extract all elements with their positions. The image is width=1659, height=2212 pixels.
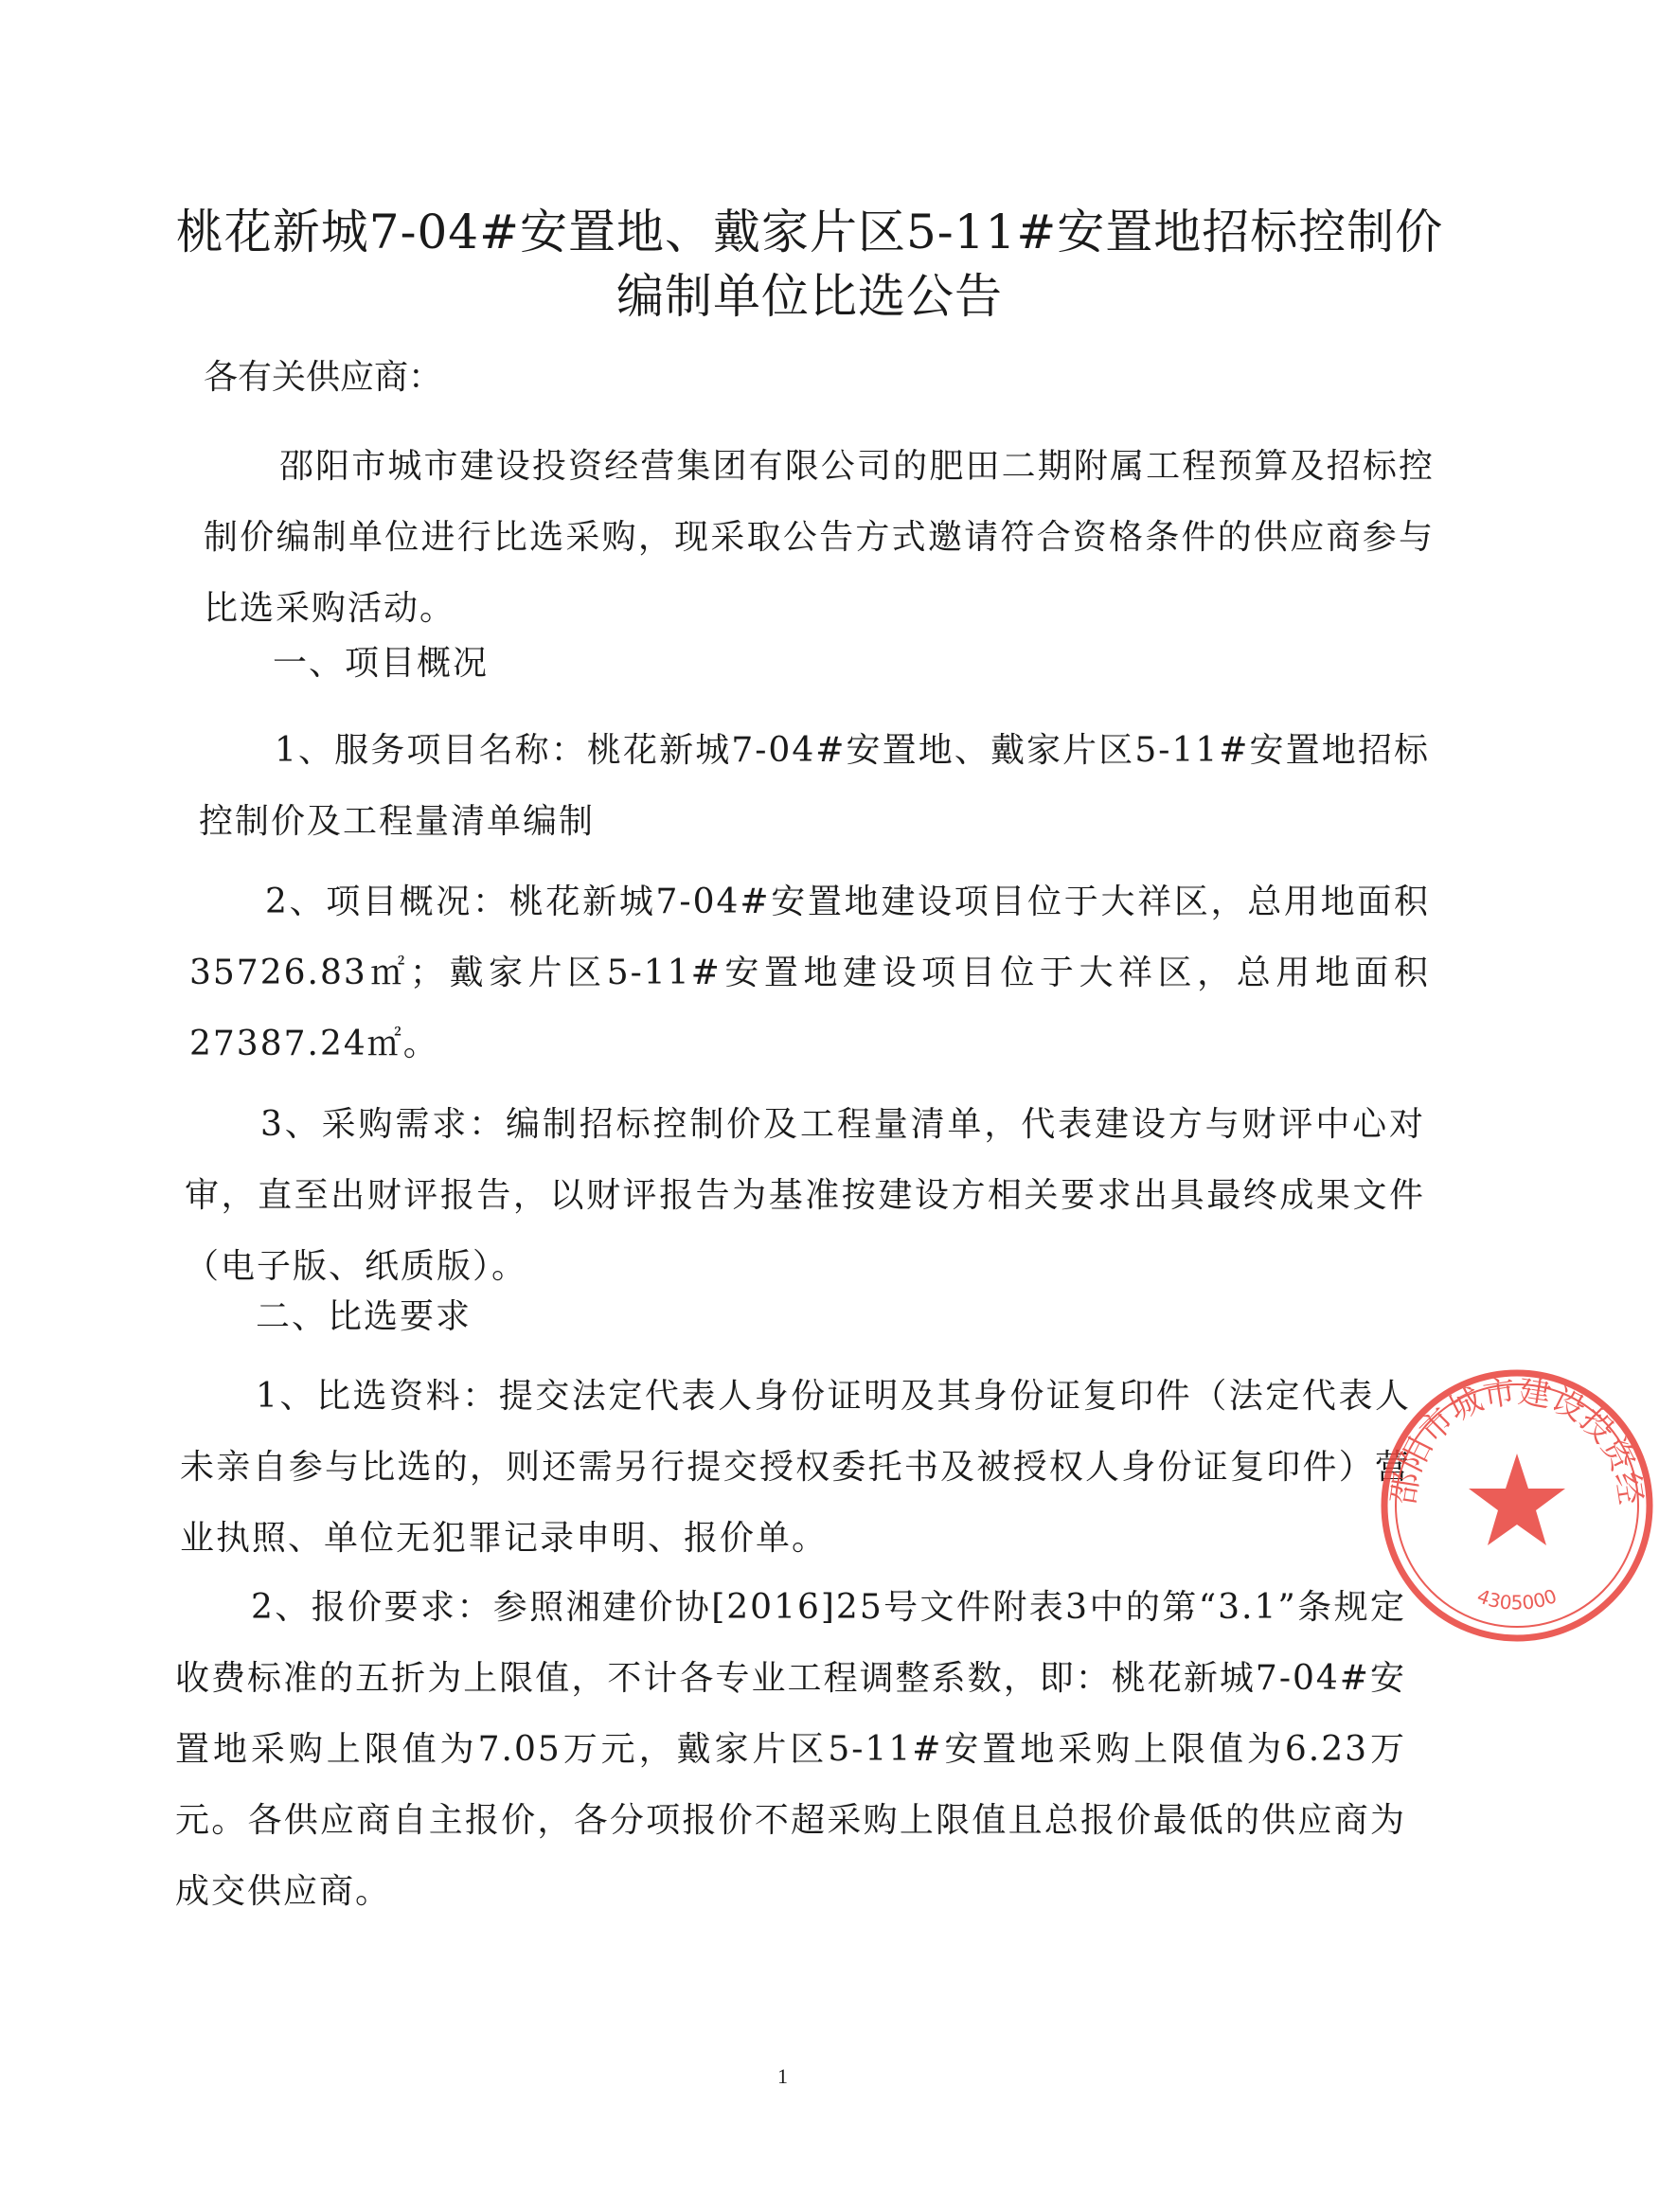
salutation: 各有关供应商： [204,358,443,397]
page-number: 1 [777,2064,788,2088]
section-1-item-3: 3、采购需求：编制招标控制价及工程量清单，代表建设方与财评中心对审，直至出财评报告，以财评报告为基准按建设方相关要求出具最终成果文件（电子版、纸质版）。 [185,1105,1425,1286]
section-1-heading: 一、项目概况 [273,644,490,683]
document-title-line-2: 编制单位比选公告 [616,269,1003,324]
company-seal [1375,1364,1650,1648]
document-title-line-1: 桃花新城7-04#安置地、戴家片区5-11#安置地招标控制价 [175,205,1444,259]
seal-code-text: 4305000 [1473,1584,1561,1614]
section-2-item-1: 1、比选资料：提交法定代表人身份证明及其身份证复印件（法定代表人未亲自参与比选的，则还需另行提交授权委托书及被授权人身份证复印件）营业执照、单位无犯罪记录申明、报价单。 [180,1377,1411,1558]
intro-paragraph: 邵阳市城市建设投资经营集团有限公司的肥田二期附属工程预算及招标控制价编制单位进行比选采购，现采取公告方式邀请符合资格条件的供应商参与比选采购活动。 [204,447,1435,628]
section-2-item-2: 2、报价要求：参照湘建价协[2016]25号文件附表3中的第“3.1”条规定收费标准的五折为上限值，不计各专业工程调整系数，即：桃花新城7-04#安置地采购上限值为7.05万元，戴家片区5-11#安置地采购上限值为6.23万元。各供应商自主报价，各分项报价不超采购上限值且总报价最低的供应商为成交供应商。 [175,1588,1406,1911]
seal-arc-text: 邵阳市城市建设投资经 [1384,1372,1650,1507]
section-2-heading: 二、比选要求 [256,1297,473,1336]
seal-graphic [1375,1364,1659,1648]
section-1-item-1: 1、服务项目名称：桃花新城7-04#安置地、戴家片区5-11#安置地招标控制价及工程量清单编制 [199,731,1430,841]
seal-star-icon [1469,1454,1565,1545]
section-1-item-2: 2、项目概况：桃花新城7-04#安置地建设项目位于大祥区，总用地面积35726.83㎡；戴家片区5-11#安置地建设项目位于大祥区，总用地面积27387.24㎡。 [189,883,1430,1063]
